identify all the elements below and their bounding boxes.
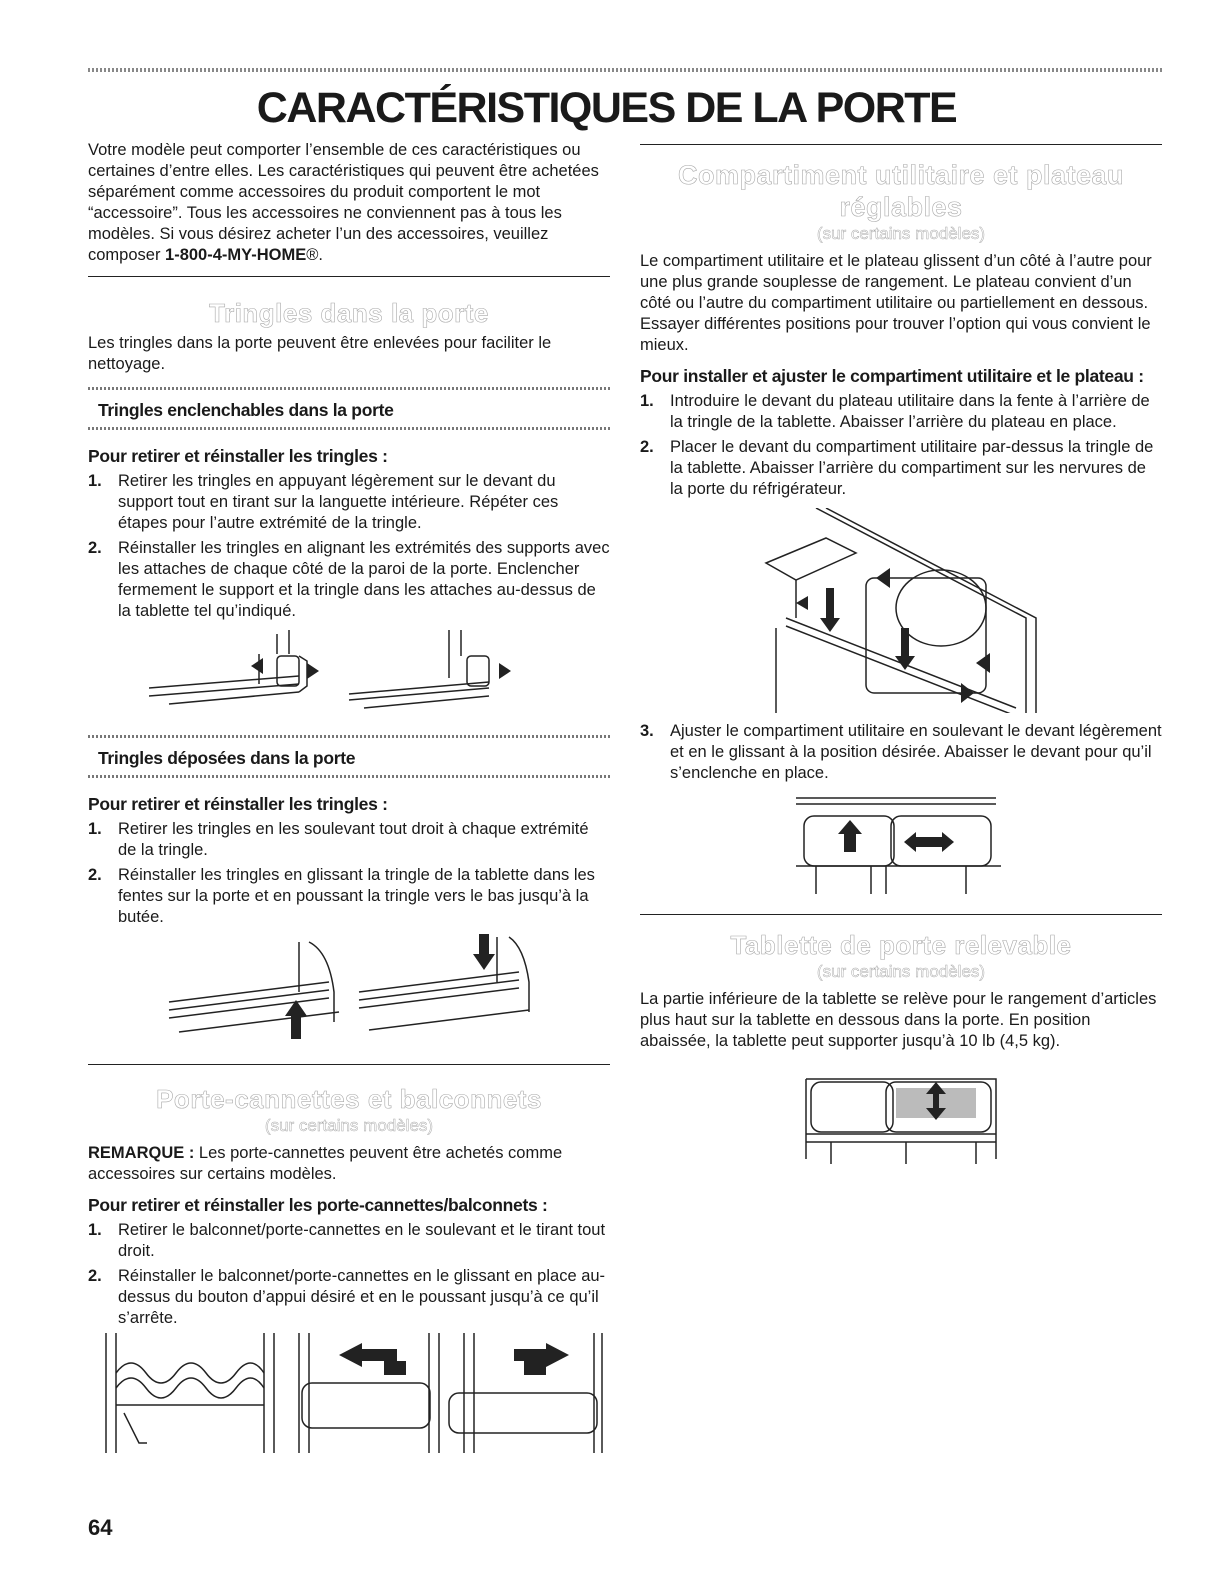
section-divider xyxy=(88,1064,610,1065)
section-subheading: (sur certains modèles) xyxy=(816,224,986,243)
step-text: Réinstaller le balconnet/porte-cannettes en le glissant en place au-dessus du bouton d’appui désiré et en le poussant jusqu’à ce qu’il s’arrête. xyxy=(118,1267,606,1327)
steps-list xyxy=(640,721,1162,784)
note-paragraph xyxy=(88,1143,610,1185)
procedure-heading: Pour retirer et réinstaller les tringles : xyxy=(88,446,388,466)
section-subheading: (sur certains modèles) xyxy=(816,962,986,981)
steps-list xyxy=(88,819,610,928)
page-number: 64 xyxy=(88,1515,113,1540)
step-text: Ajuster le compartiment utilitaire en soulevant le devant légèrement et en le glissant à la position désirée. Abaisser le devant pour qu’il s’enclenche en place. xyxy=(670,722,1162,782)
section-heading-relevable: Tablette de porte relevable xyxy=(730,930,1072,960)
section-divider xyxy=(640,914,1162,915)
subheading-enclenchables: Tringles enclenchables dans la porte xyxy=(98,400,394,420)
step-text: Retirer les tringles en appuyant légèrement sur le devant du support tout en tirant sur la languette intérieure. Répéter ces étapes pour l’autre extrémité de la tringle. xyxy=(118,472,559,532)
steps-list xyxy=(640,391,1162,500)
step-number: 1. xyxy=(88,820,102,838)
top-dotted-rule xyxy=(88,68,1163,72)
compartment-adjust-illustration xyxy=(796,794,1006,894)
relevable-text: La partie inférieure de la tablette se relève pour le rangement d’articles plus haut sur la tablette en dessous dans la porte. En position abaissée, la tablette peut supporter jusqu’à 10 lb (4,5 kg). xyxy=(640,990,1157,1050)
section-heading-tringles: Tringles dans la porte xyxy=(209,298,489,328)
dotted-rule xyxy=(88,387,610,390)
step-number: 3. xyxy=(640,722,654,740)
flip-up-shelf-illustration xyxy=(786,1064,1016,1164)
list-item xyxy=(88,865,610,928)
utility-compartment-illustration xyxy=(756,508,1046,713)
intro-text-end: ®. xyxy=(306,246,323,264)
section-divider xyxy=(640,144,1162,145)
list-item xyxy=(88,471,610,534)
step-number: 2. xyxy=(88,539,102,557)
list-item xyxy=(88,819,610,861)
left-column xyxy=(88,140,610,1458)
intro-paragraph xyxy=(88,140,610,266)
step-number: 1. xyxy=(88,1221,102,1239)
can-rack-bin-illustration xyxy=(94,1333,604,1458)
tringles-text: Les tringles dans la porte peuvent être enlevées pour faciliter le nettoyage. xyxy=(88,334,552,373)
steps-list xyxy=(88,471,610,622)
page-title: CARACTÉRISTIQUES DE LA PORTE xyxy=(256,84,957,132)
step-text: Retirer les tringles en les soulevant tout droit à chaque extrémité de la tringle. xyxy=(118,820,589,859)
list-item xyxy=(640,721,1162,784)
section-heading-compartiment: Compartiment utilitaire et plateau réglables xyxy=(677,160,1125,222)
step-number: 1. xyxy=(640,392,654,410)
step-number: 2. xyxy=(88,1267,102,1285)
step-text: Placer le devant du compartiment utilitaire par-dessus la tringle de la tablette. Abaisser l’arrière du compartiment sur les nervures de la porte du réfrigérateur. xyxy=(670,438,1154,498)
list-item xyxy=(88,1220,610,1262)
step-number: 2. xyxy=(640,438,654,456)
procedure-heading: Pour retirer et réinstaller les porte-cannettes/balconnets : xyxy=(88,1195,548,1215)
list-item xyxy=(640,437,1162,500)
section-subheading: (sur certains modèles) xyxy=(264,1116,434,1135)
step-text: Réinstaller les tringles en alignant les extrémités des supports avec les attaches de chaque côté de la paroi de la porte. Enclencher fermement le support et la tringle dans les attaches au-dessus de la tablette tel qu’indiqué. xyxy=(118,539,610,620)
drop-in-rail-illustration xyxy=(159,932,539,1052)
list-item xyxy=(88,538,610,622)
step-number: 1. xyxy=(88,472,102,490)
steps-list xyxy=(88,1220,610,1329)
procedure-heading: Pour retirer et réinstaller les tringles : xyxy=(88,794,388,814)
subheading-deposees: Tringles déposées dans la porte xyxy=(98,748,356,768)
step-text: Retirer le balconnet/porte-cannettes en le soulevant et le tirant tout droit. xyxy=(118,1221,606,1260)
procedure-heading: Pour installer et ajuster le compartiment utilitaire et le plateau : xyxy=(640,366,1144,386)
section-divider xyxy=(88,276,610,277)
step-text: Réinstaller les tringles en glissant la tringle de la tablette dans les fentes sur la porte et en poussant la tringle vers le bas jusqu’à la butée. xyxy=(118,866,595,926)
dotted-rule xyxy=(88,735,610,738)
dotted-rule xyxy=(88,427,610,430)
list-item xyxy=(640,391,1162,433)
step-number: 2. xyxy=(88,866,102,884)
phone-number: 1-800-4-MY-HOME xyxy=(165,246,307,264)
step-text: Introduire le devant du plateau utilitaire dans la fente à l’arrière de la tringle de la tablette. Abaisser l’arrière du plateau en place. xyxy=(670,392,1150,431)
list-item xyxy=(88,1266,610,1329)
snap-in-rail-illustration xyxy=(149,626,549,721)
section-heading-cannettes: Porte-cannettes et balconnets xyxy=(156,1084,542,1114)
intro-text: Votre modèle peut comporter l’ensemble de ces caractéristiques ou certaines d’entre elles. Les caractéristiques qui peuvent être achetées séparément comme accessoires du produit comportent le mot “accessoire”. Tous les accessoires ne conviennent pas à tous les modèles. Si vous désirez acheter l’un des accessoires, veuillez composer xyxy=(88,141,599,264)
right-column xyxy=(640,140,1162,1164)
compartiment-text: Le compartiment utilitaire et le plateau glissent d’un côté à l’autre pour une plus grande souplesse de rangement. Le plateau convient d’un côté ou l’autre du compartiment utilitaire ou partiellement en dessous. Essayer différentes positions pour trouver l’option qui vous convient le mieux. xyxy=(640,252,1152,354)
dotted-rule xyxy=(88,775,610,778)
note-text: Les porte-cannettes peuvent être achetés comme accessoires sur certains modèles. xyxy=(88,1144,563,1183)
note-label: REMARQUE : xyxy=(88,1144,195,1162)
